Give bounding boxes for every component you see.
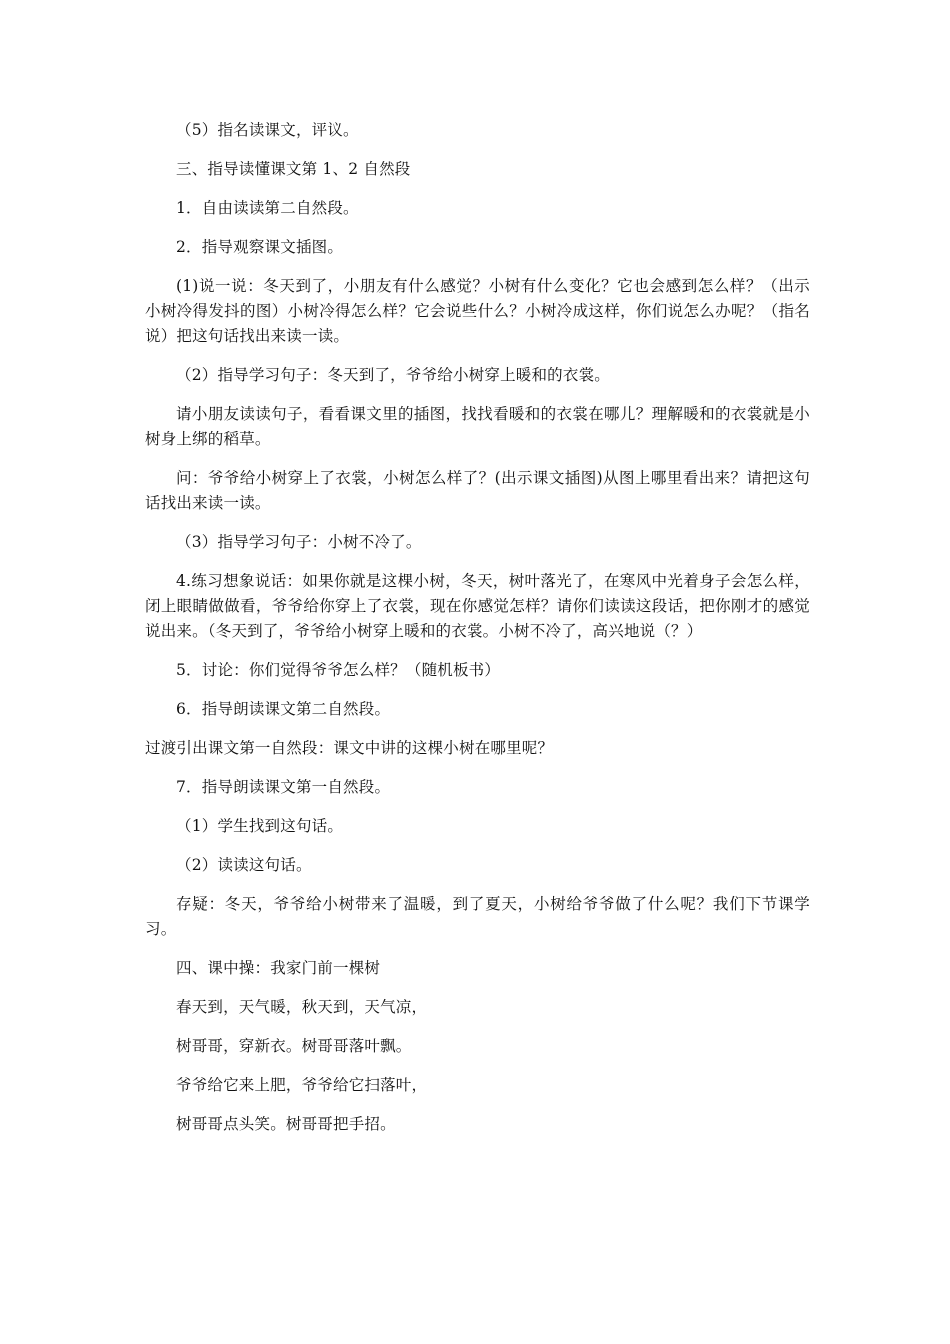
paragraph: 4.练习想象说话：如果你就是这棵小树，冬天，树叶落光了，在寒风中光着身子会怎么样，闭上眼睛做做看，爷爷给你穿上了衣裳，现在你感觉怎样？请你们读读这段话，把你刚才的感觉说出来。（冬天到了，爷爷给小树穿上暖和的衣裳。小树不冷了，高兴地说（？）: [145, 572, 810, 640]
paragraph: （2）指导学习句子：冬天到了，爷爷给小树穿上暖和的衣裳。: [176, 366, 610, 384]
paragraph: （3）指导学习句子：小树不冷了。: [176, 533, 422, 551]
paragraph: （1）学生找到这句话。: [176, 817, 344, 835]
document-body: [145, 118, 810, 1151]
paragraph: 5．讨论：你们觉得爷爷怎么样？（随机板书）: [176, 661, 501, 679]
paragraph: （5）指名读课文，评议。: [176, 121, 359, 139]
section-heading: 四、课中操：我家门前一棵树: [176, 959, 381, 977]
rhyme-line: 树哥哥，穿新衣。树哥哥落叶飘。: [176, 1037, 412, 1055]
paragraph: 6．指导朗读课文第二自然段。: [176, 700, 391, 718]
paragraph: 存疑：冬天，爷爷给小树带来了温暖，到了夏天，小树给爷爷做了什么呢？我们下节课学习。: [145, 895, 810, 938]
rhyme-line: 春天到，天气暖，秋天到，天气凉，: [176, 998, 428, 1016]
paragraph: 1．自由读读第二自然段。: [176, 199, 359, 217]
paragraph: (1)说一说：冬天到了，小朋友有什么感觉？小树有什么变化？它也会感到怎么样？（出示小树冷得发抖的图）小树冷得怎么样？它会说些什么？小树冷成这样，你们说怎么办呢？（指名说）把这句话找出来读一读。: [145, 277, 810, 345]
paragraph: （2）读读这句话。: [176, 856, 312, 874]
rhyme-line: 树哥哥点头笑。树哥哥把手招。: [176, 1115, 396, 1133]
rhyme-line: 爷爷给它来上肥，爷爷给它扫落叶，: [176, 1076, 428, 1094]
paragraph: 问：爷爷给小树穿上了衣裳，小树怎么样了？(出示课文插图)从图上哪里看出来？请把这句话找出来读一读。: [145, 469, 810, 512]
paragraph: 请小朋友读读句子，看看课文里的插图，找找看暖和的衣裳在哪儿？理解暖和的衣裳就是小树身上绑的稻草。: [145, 405, 810, 448]
paragraph: 7．指导朗读课文第一自然段。: [176, 778, 391, 796]
paragraph: 2．指导观察课文插图。: [176, 238, 344, 256]
paragraph: 过渡引出课文第一自然段：课文中讲的这棵小树在哪里呢？: [145, 739, 554, 757]
section-heading: 三、指导读懂课文第 1、2 自然段: [176, 160, 411, 178]
